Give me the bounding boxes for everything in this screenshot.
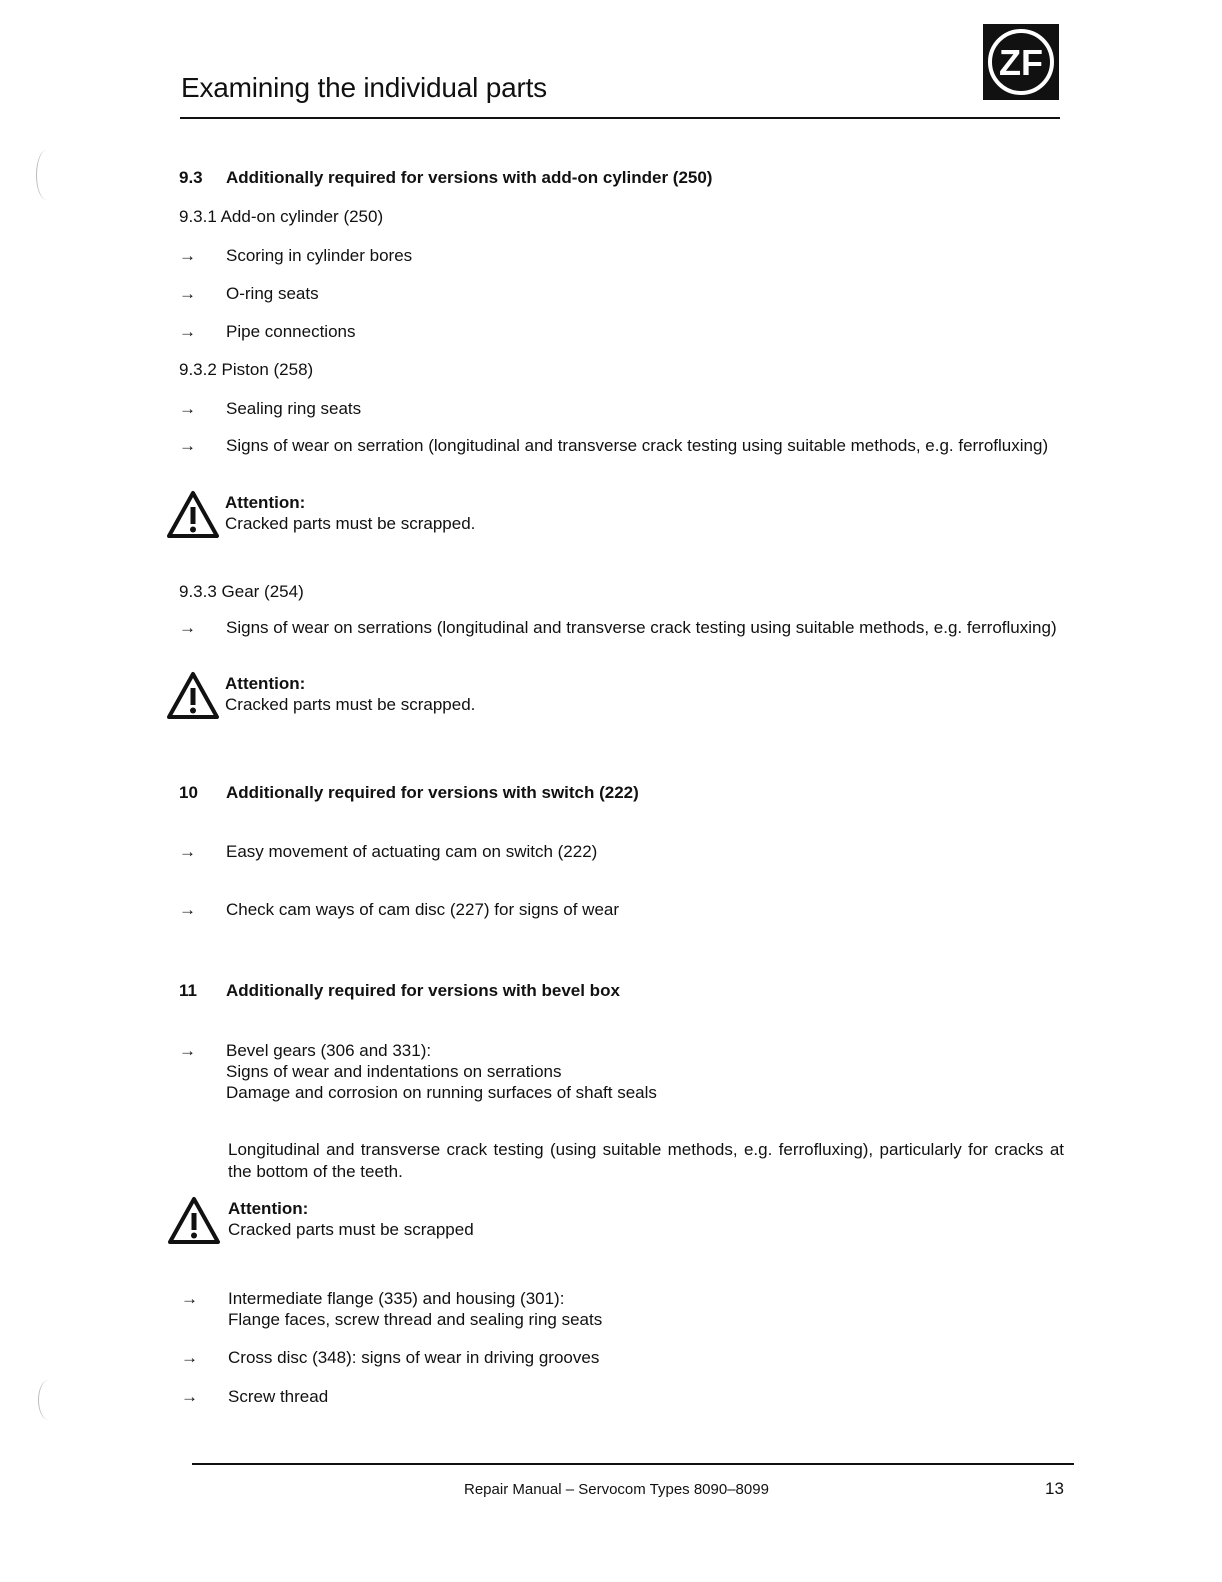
section-11-heading — [179, 981, 620, 1001]
list-item — [179, 1040, 1059, 1106]
arrow-icon: → — [179, 399, 196, 418]
list-item-text: Cross disc (348): signs of wear in driving grooves — [228, 1348, 600, 1367]
attention-body: Cracked parts must be scrapped. — [225, 514, 476, 533]
list-item-text: Damage and corrosion on running surfaces of shaft seals — [226, 1083, 657, 1102]
zf-logo — [983, 24, 1059, 100]
subsection-9-3-1-heading: 9.3.1 Add-on cylinder (250) — [179, 207, 384, 226]
list-item — [181, 1288, 1061, 1332]
section-title: Additionally required for versions with add-on cylinder (250) — [226, 168, 713, 187]
list-item-text: Screw thread — [228, 1387, 329, 1406]
page-number: 13 — [1045, 1479, 1064, 1498]
attention-title: Attention: — [228, 1199, 309, 1218]
page-title: Examining the individual parts — [181, 72, 547, 103]
list-item-text: Signs of wear on serrations (longitudinal and transverse crack testing using suitable methods, e.g. ferrofluxing) — [226, 618, 1057, 637]
attention-notice — [167, 1196, 667, 1246]
arrow-icon: → — [179, 618, 196, 637]
crack-testing-note: Longitudinal and transverse crack testing (using suitable methods, e.g. ferrofluxing), particularly for cracks at the bottom of the teeth. — [228, 1140, 1064, 1181]
list-item — [179, 617, 1059, 663]
attention-body: Cracked parts must be scrapped. — [225, 695, 476, 714]
list-item-text: Easy movement of actuating cam on switch (222) — [226, 842, 598, 861]
subsection-9-3-2-heading: 9.3.2 Piston (258) — [179, 360, 314, 379]
section-number: 11 — [179, 981, 197, 1000]
footer-text: Repair Manual – Servocom Types 8090–8099 — [464, 1481, 769, 1498]
list-item-text: Check cam ways of cam disc (227) for signs of wear — [226, 900, 620, 919]
zf-logo-text: ZF — [999, 42, 1043, 83]
arrow-icon: → — [181, 1387, 198, 1406]
attention-title: Attention: — [225, 674, 306, 693]
arrow-icon: → — [179, 900, 196, 919]
attention-body: Cracked parts must be scrapped — [228, 1220, 474, 1239]
header-divider — [180, 117, 1060, 119]
scan-artifact — [38, 1380, 59, 1420]
arrow-icon: → — [181, 1348, 198, 1367]
list-item-text: Bevel gears (306 and 331): — [226, 1041, 432, 1060]
list-item-text: Flange faces, screw thread and sealing ring seats — [228, 1310, 603, 1329]
attention-notice — [166, 671, 666, 721]
list-item — [179, 435, 1059, 481]
scan-artifact — [36, 150, 57, 200]
arrow-icon: → — [179, 436, 196, 455]
arrow-icon: → — [179, 246, 196, 265]
attention-title: Attention: — [225, 493, 306, 512]
list-item-text: Intermediate flange (335) and housing (301): — [228, 1289, 565, 1308]
section-number: 10 — [179, 783, 198, 802]
list-item-text: Signs of wear on serration (longitudinal and transverse crack testing using suitable methods, e.g. ferrofluxing) — [226, 436, 1049, 455]
section-title: Additionally required for versions with bevel box — [226, 981, 620, 1000]
warning-icon — [167, 1196, 221, 1246]
arrow-icon: → — [181, 1289, 198, 1308]
arrow-icon: → — [179, 1041, 196, 1060]
list-item-text: O-ring seats — [226, 284, 319, 303]
warning-icon — [166, 671, 220, 721]
arrow-icon: → — [179, 842, 196, 861]
section-9-3-heading — [179, 168, 712, 188]
section-title: Additionally required for versions with switch (222) — [226, 783, 639, 802]
list-item-text: Pipe connections — [226, 322, 356, 341]
subsection-9-3-3-heading: 9.3.3 Gear (254) — [179, 582, 304, 601]
warning-icon — [166, 490, 220, 540]
arrow-icon: → — [179, 284, 196, 303]
attention-notice — [166, 490, 666, 540]
list-item-text: Scoring in cylinder bores — [226, 246, 413, 265]
section-number: 9.3 — [179, 168, 203, 187]
arrow-icon: → — [179, 322, 196, 341]
footer-divider — [192, 1463, 1074, 1465]
list-item-text: Signs of wear and indentations on serrations — [226, 1062, 562, 1081]
section-10-heading — [179, 783, 639, 803]
list-item-text: Sealing ring seats — [226, 399, 362, 418]
